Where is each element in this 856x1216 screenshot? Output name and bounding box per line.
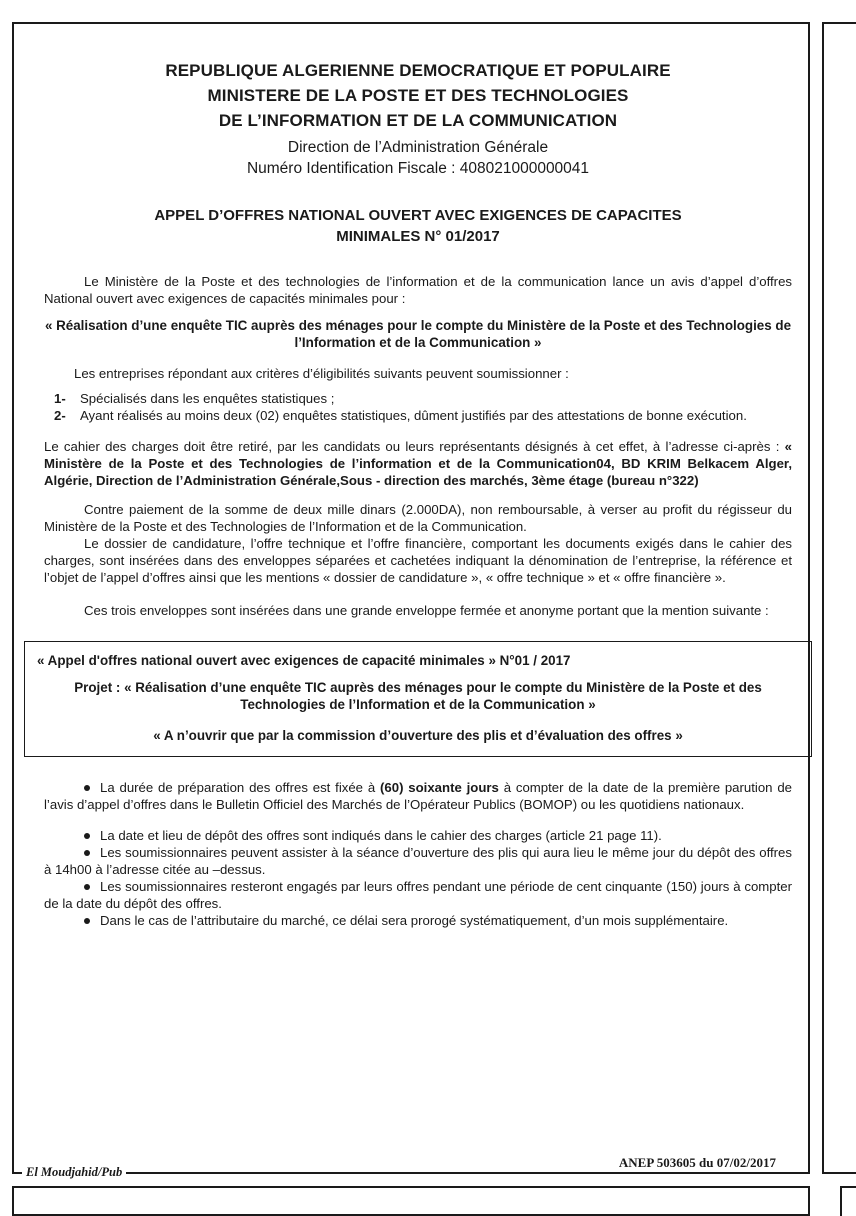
envelopes-paragraph: Ces trois enveloppes sont insérées dans une grande enveloppe fermée et anonyme portant que la mention suivante : — [84, 603, 769, 618]
box-line-project: Projet : « Réalisation d’une enquête TIC auprès des ménages pour le compte du Ministère de la Poste et des Technologies de l’Information et de la Communication » — [74, 680, 762, 712]
dossier-paragraph: Le dossier de candidature, l’offre technique et l’offre financière, comportant les documents exigés dans le cahier des charges, sont insérées dans des enveloppes séparées et cachetées indiquant la dénomination de l’entreprise, la référence et l’objet de l’appel d’offres ainsi que les mentions « dossier de candidature », « offre technique » et « offre financière ». — [44, 536, 792, 585]
bullet-text: Les soumissionnaires resteront engagés par leurs offres pendant une période de cent cinquante (150) jours à compter de la date du dépôt des offres. — [44, 879, 792, 911]
bullet-icon — [84, 785, 90, 791]
bullet-text: Les soumissionnaires peuvent assister à la séance d’ouverture des plis qui aura lieu le même jour du dépôt des offres à 14h00 à l’adresse citée au –dessus. — [44, 845, 792, 877]
header-ministry: MINISTERE DE LA POSTE ET DES TECHNOLOGIES — [207, 86, 629, 105]
next-advert-edge — [12, 1186, 810, 1216]
box-line-tender: « Appel d'offres national ouvert avec exigences de capacité minimales » N°01 / 2017 — [37, 653, 571, 668]
criteria-list — [44, 390, 792, 424]
box-line-warning: « A n’ouvrir que par la commission d’ouverture des plis et d’évaluation des offres » — [153, 728, 683, 743]
advert-frame — [12, 22, 810, 1174]
cahier-paragraph — [44, 438, 792, 489]
criteria-item — [44, 390, 792, 407]
bullet-icon — [84, 918, 90, 924]
bullet-text: à compter de la date de la première parution de l’avis d’appel d’offres dans le Bulletin Officiel des Marchés de l’Opérateur Publics (BOMOP) ou les quotidiens nationaux. — [44, 780, 792, 812]
bullet-icon — [84, 884, 90, 890]
cahier-text: Le cahier des charges doit être retiré, par les candidats ou leurs représentants désignés à cet effet, à l’adresse ci-après : — [44, 439, 785, 454]
tender-title — [44, 205, 792, 247]
criteria-item — [44, 407, 792, 424]
bullet-icon — [84, 850, 90, 856]
criteria-number: 1- — [54, 391, 66, 406]
intro-paragraph: Le Ministère de la Poste et des technologies de l’information et de la communication lance un avis d’appel d’offres National ouvert avec exigences de capacités minimales pour : — [44, 274, 792, 306]
bullet-date-place — [44, 827, 792, 844]
adjacent-advert-edge — [822, 22, 856, 1174]
header-nif: Numéro Identification Fiscale : 408021000000041 — [246, 160, 590, 177]
bullet-text: La durée de préparation des offres est fixée à — [100, 780, 381, 795]
criteria-text: Spécialisés dans les enquêtes statistiques ; — [80, 391, 335, 406]
bullet-validity — [44, 878, 792, 912]
bullet-text: La date et lieu de dépôt des offres sont indiqués dans le cahier des charges (article 21 page 11). — [100, 828, 662, 843]
header-ministry-2: DE L’INFORMATION ET DE LA COMMUNICATION — [218, 111, 618, 130]
next-advert-edge-right — [840, 1186, 856, 1216]
footer-publisher: El Moudjahid/Pub — [22, 1165, 126, 1180]
envelope-mention-box — [24, 641, 812, 757]
criteria-text: Ayant réalisés au moins deux (02) enquêtes statistiques, dûment justifiés par des attestations de bonne exécution. — [80, 408, 747, 423]
criteria-number: 2- — [54, 408, 66, 423]
footer-reference: ANEP 503605 du 07/02/2017 — [613, 1155, 782, 1171]
bullet-extension — [44, 912, 792, 929]
bullet-text: Dans le cas de l’attributaire du marché, ce délai sera prorogé systématiquement, d’un mois supplémentaire. — [100, 913, 729, 928]
tender-title-line1: APPEL D’OFFRES NATIONAL OUVERT AVEC EXIGENCES DE CAPACITES — [154, 207, 682, 224]
bullet-icon — [84, 833, 90, 839]
payment-paragraph: Contre paiement de la somme de deux mille dinars (2.000DA), non remboursable, à verser au profit du régisseur du Ministère de la Poste et des Technologies de l’Information et de la Communication. — [44, 502, 792, 534]
bullet-opening — [44, 844, 792, 878]
eligibility-intro: Les entreprises répondant aux critères d’éligibilités suivants peuvent soumissionner : — [74, 366, 569, 381]
header-direction: Direction de l’Administration Générale — [287, 139, 549, 156]
tender-object: « Réalisation d’une enquête TIC auprès des ménages pour le compte du Ministère de la Poste et des Technologies de l’Information et de la Communication » — [44, 318, 792, 350]
bullet-duration — [44, 779, 792, 813]
header-republic: REPUBLIQUE ALGERIENNE DEMOCRATIQUE ET POPULAIRE — [165, 61, 671, 80]
bullet-text-bold: (60) soixante jours — [380, 780, 499, 795]
advert-content — [37, 24, 792, 929]
cahier-address: « Ministère de la Poste et des Technologies de l’information et de la Communication04, BD KRIM Belkacem Alger, Algérie, Direction de l’Administration Générale,Sous - direction des marchés, 3ème étage (bureau n°322) — [44, 439, 792, 488]
tender-title-line2: MINIMALES N° 01/2017 — [336, 228, 500, 245]
